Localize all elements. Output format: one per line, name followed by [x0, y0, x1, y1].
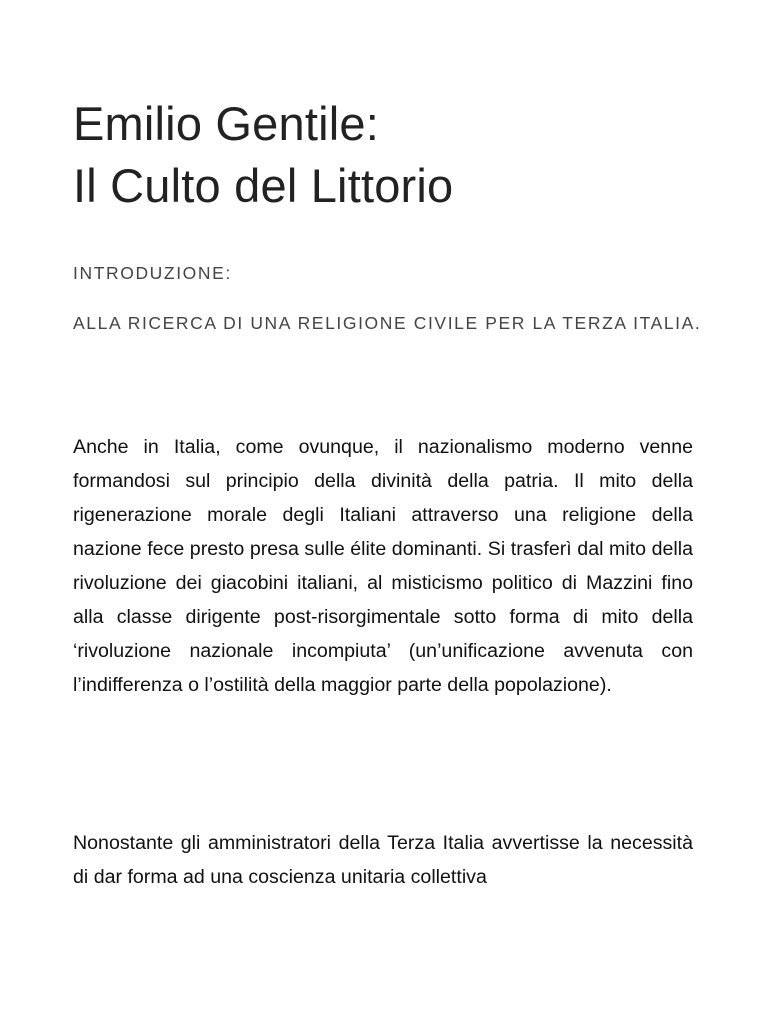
title-line-author: Emilio Gentile:: [73, 97, 379, 150]
title-line-work: Il Culto del Littorio: [73, 159, 454, 212]
section-label: INTRODUZIONE:: [73, 263, 232, 283]
body-paragraph-2: Nonostante gli amministratori della Terza Italia avvertisse la necessità di dar forma ad una coscienza unitaria collettiva: [73, 832, 693, 888]
body-paragraph-1: Anche in Italia, come ovunque, il nazionalismo moderno venne formandosi sul principio della divinità della patria. Il mito della rigenerazione morale degli Italiani attraverso una religione della nazione fece presto presa sulle élite dominanti. Si trasferì dal mito della rivoluzione dei giacobini italiani, al misticismo politico di Mazzini fino alla classe dirigente post-risorgimentale sotto forma di mito della ‘rivoluzione nazionale incompiuta’ (un’unificazione avvenuta con l’indifferenza o l’ostilità della maggior parte della popolazione).: [73, 436, 693, 696]
chapter-title: ALLA RICERCA DI UNA RELIGIONE CIVILE PER LA TERZA ITALIA.: [73, 313, 702, 333]
document-title: [73, 93, 713, 217]
